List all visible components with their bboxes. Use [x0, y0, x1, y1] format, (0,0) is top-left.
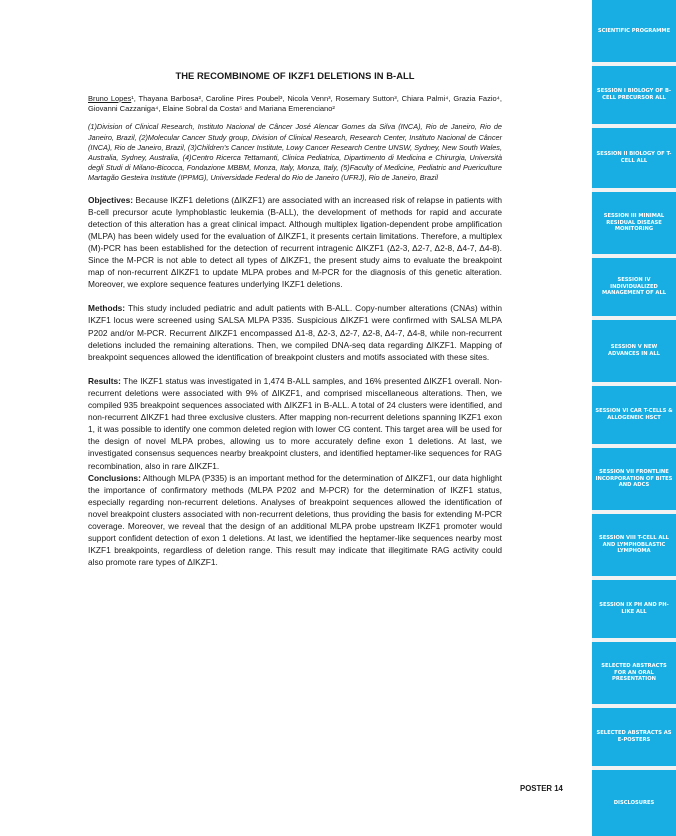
author-list	[88, 94, 502, 114]
nav-selected-oral[interactable]: SELECTED ABSTRACTS FOR AN ORAL PRESENTATION	[592, 642, 676, 704]
conclusions-heading: Conclusions:	[88, 472, 141, 483]
objectives-text: Because IKZF1 deletions (ΔIKZF1) are associated with an increased risk of relapse in patients with B-cell precursor acute lymphoblastic leukemia (B-ALL), the development of methods for rapid and accurate detection of this alteration has a great clinical impact. Although multiplex ligation-dependent probe amplification (MLPA) has been widely used for the evaluation of ΔIKZF1, it presents certain limitations. Therefore, a multiplex (M)-PCR has been established for the detection of recurrent intragenic ΔIKZF1 (Δ2-3, Δ2-7, Δ2-8, Δ4-7, Δ4-8). Since the M-PCR is not able to detect all types of ΔIKZF1, the present study aims to evaluate the breakpoint map of non-recurrent ΔIKZF1 to update MLPA probes and M-PCR for the diagnosis of this genetic alteration. Moreover, we explore sequence features underlying IKZF1 deletions.	[88, 194, 502, 290]
sidebar-nav	[592, 0, 676, 836]
abstract-title: THE RECOMBINOME OF IKZF1 DELETIONS IN B-ALL	[175, 70, 415, 81]
poster-number: POSTER 14	[520, 784, 563, 793]
objectives-section	[88, 194, 502, 291]
nav-session-vi[interactable]: SESSION VI CAR T-CELLS & ALLOGENEIC HSCT	[592, 386, 676, 444]
results-text: The IKZF1 status was investigated in 1,474 B-ALL samples, and 16% presented ΔIKZF1 overall. Non-recurrent deletions were associated with 9% of ΔIKZF1, and comprised miscellaneous alterations. Then, we compiled 935 breakpoint sequences associated with ΔIKZF1 in B-ALL. A total of 24 clusters were identified, and non-recurrent ΔIKZF1 had three exclusive clusters. After mapping non-recurrent deletions spanning IKZF1 exon 1, it was possible to identify one common deleted region with lower CG content. This target area will be used for the design of novel MLPA probes, allowing us to more accurately define exon 1 deletions. At last, we investigated consensus sequences nearby breakpoint clusters, and identified heptamer-like sequences for RAG recombination, also in rare ΔIKZF1.	[88, 375, 502, 471]
nav-session-ii[interactable]: SESSION II BIOLOGY OF T-CELL ALL	[592, 128, 676, 188]
abstract	[88, 70, 502, 580]
nav-session-i[interactable]: SESSION I BIOLOGY OF B-CELL PRECURSOR ALL	[592, 66, 676, 124]
presenting-author: Bruno Lopes	[88, 94, 132, 103]
nav-scientific-programme[interactable]: SCIENTIFIC PROGRAMME	[592, 0, 676, 62]
results-heading: Results:	[88, 375, 121, 386]
nav-session-vii[interactable]: SESSION VII FRONTLINE INCORPORATION OF BITES AND ADCS	[592, 448, 676, 510]
nav-disclosures[interactable]: DISCLOSURES	[592, 770, 676, 836]
methods-text: This study included pediatric and adult patients with B-ALL. Copy-number alterations (CNAs) within IKZF1 locus were screened using SALSA MLPA P335. Suspicious ΔIKZF1 were confirmed with SALSA MLPA P202 and/or M-PCR. Recurrent ΔIKZF1 encompassed Δ1-8, Δ2-3, Δ2-7, Δ2-8, Δ4-7, Δ4-8, while non-recurrent deletions included the remaining alterations. Then, we compiled DNA-seq data regarding ΔIKZF1. Mapping of breakpoint sequences allowed the identification of breakpoint clusters and motifs associated with these sites.	[88, 303, 502, 362]
methods-heading: Methods:	[88, 303, 126, 314]
nav-session-iii[interactable]: SESSION III MINIMAL RESIDUAL DISEASE MONITORING	[592, 192, 676, 254]
nav-selected-eposters[interactable]: SELECTED ABSTRACTS AS E-POSTERS	[592, 708, 676, 766]
conclusions-text: Although MLPA (P335) is an important method for the determination of ΔIKZF1, our data highlight the importance of confirmatory methods (MLPA P202 and M-PCR) for the determination of IKZF1 status, especially regarding non-recurrent deletions. Analyses of breakpoint sequences allowed the identification of novel breakpoint clusters associated with non-recurrent deletions, thus providing the basis for extending M-PCR coverage. Moreover, we reveal that the design of an additional MLPA probe upstream IKZF1 promoter would support confident detection of exon 1 deletions. At last, we identified the heptamer-like sequences nearby most IKZF1 breakpoints, regardless of deletion range. This result may indicate that illegitimate RAG activity could also promote rare types of ΔIKZF1.	[88, 472, 502, 568]
nav-session-viii[interactable]: SESSION VIII T-CELL ALL AND LYMPHOBLASTIC LYMPHOMA	[592, 514, 676, 576]
nav-session-v[interactable]: SESSION V NEW ADVANCES IN ALL	[592, 320, 676, 382]
conclusions-section	[88, 472, 502, 569]
nav-session-ix[interactable]: SESSION IX PH AND PH-LIKE ALL	[592, 580, 676, 638]
results-section	[88, 375, 502, 472]
methods-section	[88, 302, 502, 362]
affiliations: (1)Division of Clinical Research, Instituto Nacional de Câncer José Alencar Gomes da Silva (INCA), Rio de Janeiro, Rio de Janeiro, Brazil, (2)Molecular Cancer Study group, Division of Clinical Research, Research Center, Instituto Nacional de Câncer (INCA), Rio de Janeiro, Brazil, (3)Children's Cancer Institute, Lowy Cancer Research Centre UNSW, Sydney, New South Wales, Australia, Sydney, Australia, (4)Centro Ricerca Tettamanti, Clinica Pediatrica, Dipartimento di Medicina e Chirurgia, Università degli Studi di Milano-Bicocca, Fondazione MBBM, Monza, Italy, Monza, Italy, (5)Faculty of Medicine, Pediatric and Puericulture Martagão Gesteira Institute (IPPMG), Universidade Federal do Rio de Janeiro (UFRJ), Rio de Janeiro, Brazil	[88, 122, 502, 183]
co-authors: ¹, Thayana Barbosa², Caroline Pires Poubel³, Nicola Venn³, Rosemary Sutton³, Chiara Palmi⁴, Grazia Fazio⁴, Giovanni Cazzaniga⁴, Elaine Sobral da Costa⁵ and Mariana Emerenciano²	[88, 94, 502, 114]
nav-session-iv[interactable]: SESSION IV INDIVIDUALIZED MANAGEMENT OF ALL	[592, 258, 676, 316]
objectives-heading: Objectives:	[88, 194, 133, 205]
